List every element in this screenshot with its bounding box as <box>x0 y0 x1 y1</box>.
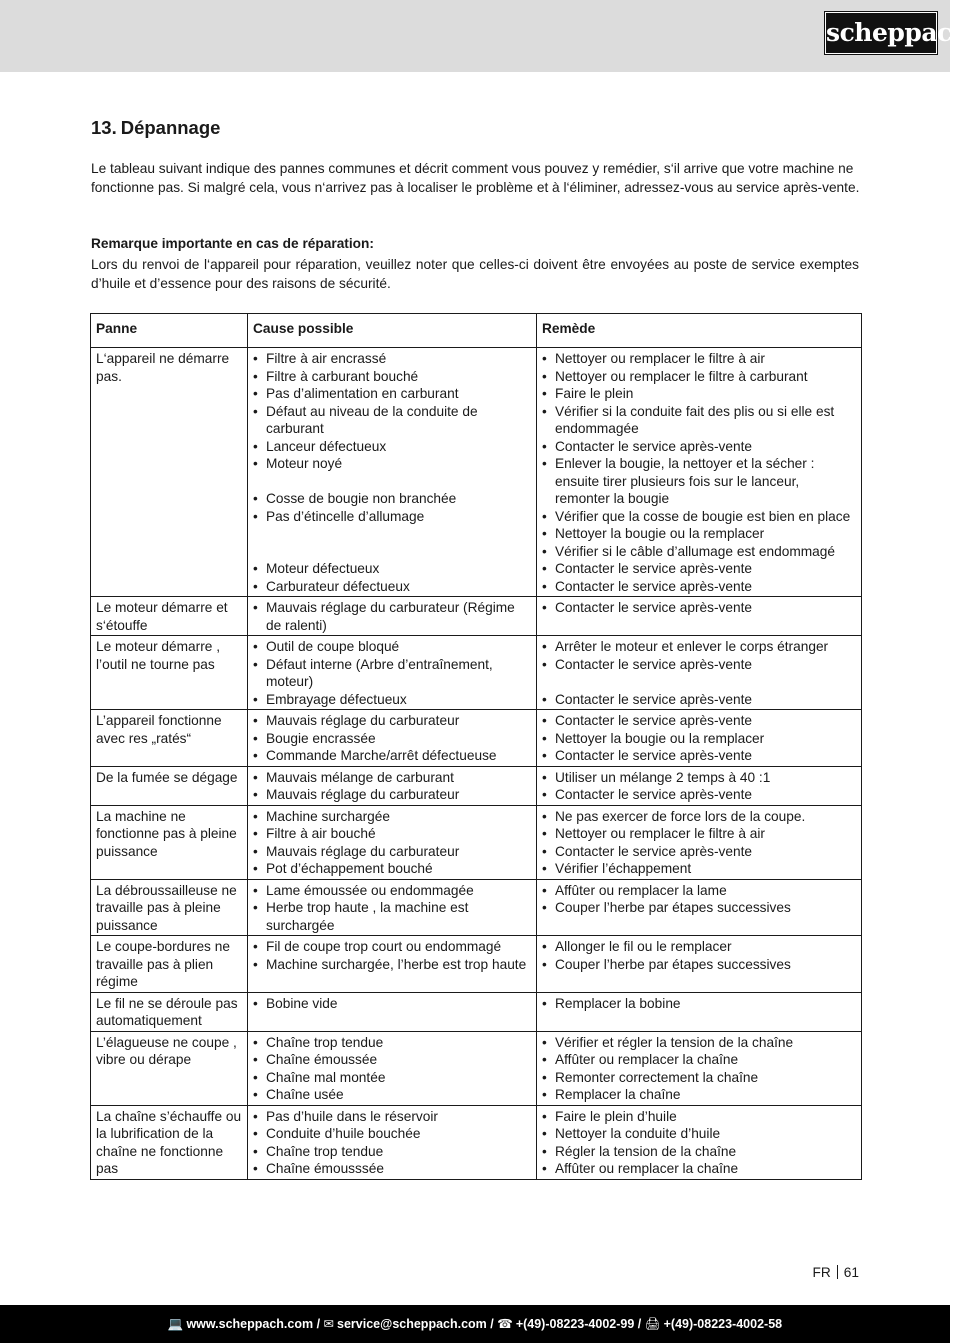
remede-item: • Ne pas exercer de force lors de la coupe. <box>542 808 856 826</box>
cause-item: • Moteur défectueux <box>253 560 531 578</box>
remede-item: • Contacter le service après-vente <box>542 560 856 578</box>
cause-cell <box>248 936 537 993</box>
table-row <box>91 936 862 993</box>
cause-item: • Filtre à carburant bouché <box>253 368 531 386</box>
table-row <box>91 992 862 1031</box>
table-row <box>91 597 862 636</box>
troubleshooting-table <box>90 313 862 1180</box>
cause-item: • Mauvais mélange de carburant <box>253 769 531 787</box>
remede-item: • Vérifier que la cosse de bougie est bien en place <box>542 508 856 526</box>
remede-cell <box>537 992 862 1031</box>
panne-cell: La machine ne fonctionne pas à pleine puissance <box>91 805 248 879</box>
remede-item: • Remplacer la bobine <box>542 995 856 1013</box>
cause-item: • Pas d’alimentation en carburant <box>253 385 531 403</box>
panne-cell: La chaîne s’échauffe ou la lubrification de la chaîne ne fonctionne pas <box>91 1105 248 1179</box>
cause-item: • Machine surchargée <box>253 808 531 826</box>
remede-item: • Vérifier l’échappement <box>542 860 856 878</box>
remede-item: • Contacter le service après-vente <box>542 786 856 804</box>
remede-item: • Contacter le service après-vente <box>542 599 856 617</box>
cause-cell <box>248 805 537 879</box>
remede-cell <box>537 879 862 936</box>
remede-item: • Faire le plein d’huile <box>542 1108 856 1126</box>
section-number: 13. <box>91 117 117 138</box>
cause-item: • Mauvais réglage du carburateur <box>253 843 531 861</box>
panne-cell: L’élagueuse ne coupe , vibre ou dérape <box>91 1031 248 1105</box>
remede-item: • Contacter le service après-vente <box>542 578 856 596</box>
footer-bar <box>0 1305 950 1343</box>
header-cause: Cause possible <box>248 314 537 348</box>
cause-item: • Herbe trop haute , la machine est surchargée <box>253 899 531 934</box>
footer-fax: +(49)-08223-4002-58 <box>663 1317 783 1331</box>
remede-cell-list <box>542 1034 856 1104</box>
cause-item <box>253 473 531 491</box>
remede-item: • Utiliser un mélange 2 temps à 40 :1 <box>542 769 856 787</box>
remede-item: • Nettoyer la conduite d’huile <box>542 1125 856 1143</box>
cause-item <box>253 543 531 561</box>
cause-cell-list <box>253 882 531 935</box>
cause-item: • Lame émoussée ou endommagée <box>253 882 531 900</box>
panne-cell: L‘appareil ne démarre pas. <box>91 348 248 597</box>
page-num: 61 <box>843 1265 859 1280</box>
cause-cell <box>248 766 537 805</box>
page-lang: FR <box>812 1265 831 1280</box>
cause-item: • Machine surchargée, l’herbe est trop haute <box>253 956 531 974</box>
cause-cell <box>248 1031 537 1105</box>
remede-item: • Vérifier si le câble d’allumage est endommagé <box>542 543 856 561</box>
cause-item: • Carburateur défectueux <box>253 578 531 596</box>
remede-item: • Couper l’herbe par étapes successives <box>542 956 856 974</box>
remede-cell <box>537 936 862 993</box>
cause-item: • Mauvais réglage du carburateur (Régime de ralenti) <box>253 599 531 634</box>
remede-item: • Nettoyer ou remplacer le filtre à air <box>542 825 856 843</box>
remede-cell-list <box>542 638 856 708</box>
cause-item <box>253 525 531 543</box>
remede-item: • Contacter le service après-vente <box>542 656 856 674</box>
cause-item: • Conduite d’huile bouchée <box>253 1125 531 1143</box>
remede-item: • Vérifier si la conduite fait des plis ou si elle est endommagée <box>542 403 856 438</box>
remede-item: • Régler la tension de la chaîne <box>542 1143 856 1161</box>
remede-cell-list <box>542 882 856 917</box>
cause-item: • Lanceur défectueux <box>253 438 531 456</box>
cause-item: • Chaîne trop tendue <box>253 1143 531 1161</box>
cause-cell <box>248 348 537 597</box>
cause-item: • Filtre à air encrassé <box>253 350 531 368</box>
remede-item: • Allonger le fil ou le remplacer <box>542 938 856 956</box>
remede-cell-list <box>542 808 856 878</box>
cause-cell <box>248 597 537 636</box>
remede-cell <box>537 1031 862 1105</box>
footer-email[interactable]: service@scheppach.com / <box>337 1317 494 1331</box>
cause-cell-list <box>253 599 531 634</box>
remark-title: Remarque importante en cas de réparation: <box>91 236 374 251</box>
page-number <box>813 1265 859 1280</box>
remede-item: • Affûter ou remplacer la chaîne <box>542 1160 856 1178</box>
remede-cell <box>537 348 862 597</box>
table-row <box>91 1031 862 1105</box>
panne-cell: Le coupe-bordures ne travaille pas à plien régime <box>91 936 248 993</box>
cause-cell-list <box>253 995 531 1013</box>
table-row <box>91 348 862 597</box>
remede-item: • Nettoyer ou remplacer le filtre à air <box>542 350 856 368</box>
section-title-text: Dépannage <box>120 117 221 138</box>
panne-cell: Le moteur démarre et s‘étouffe <box>91 597 248 636</box>
cause-cell-list <box>253 808 531 878</box>
panne-cell: La débroussailleuse ne travaille pas à pleine puissance <box>91 879 248 936</box>
mail-icon: ✉ <box>323 1317 335 1331</box>
remede-cell-list <box>542 599 856 617</box>
remede-cell-list <box>542 1108 856 1178</box>
panne-cell: L’appareil fonctionne avec res „ratés“ <box>91 710 248 767</box>
cause-item: • Commande Marche/arrêt défectueuse <box>253 747 531 765</box>
cause-item: • Défaut interne (Arbre d’entraînement, moteur) <box>253 656 531 691</box>
table-row <box>91 710 862 767</box>
cause-cell-list <box>253 350 531 595</box>
remede-item: • Remplacer la chaîne <box>542 1086 856 1104</box>
cause-item: • Pot d’échappement bouché <box>253 860 531 878</box>
cause-item: • Chaîne mal montée <box>253 1069 531 1087</box>
remede-item <box>542 673 856 691</box>
remede-cell <box>537 805 862 879</box>
remede-cell <box>537 636 862 710</box>
remede-cell-list <box>542 769 856 804</box>
remede-cell-list <box>542 350 856 595</box>
remede-cell <box>537 766 862 805</box>
remede-item: • Affûter ou remplacer la chaîne <box>542 1051 856 1069</box>
remede-cell <box>537 597 862 636</box>
cause-item: • Pas d’huile dans le réservoir <box>253 1108 531 1126</box>
remede-item: • Contacter le service après-vente <box>542 747 856 765</box>
cause-item: • Mauvais réglage du carburateur <box>253 712 531 730</box>
section-title <box>91 117 220 139</box>
header-remede: Remède <box>537 314 862 348</box>
remark-text: Lors du renvoi de l‘appareil pour réparation, veuillez noter que celles-ci doivent être envoyées au poste de service exemptes d’huile et d’essence pour des raisons de sécurité. <box>91 257 859 291</box>
cause-item: • Cosse de bougie non branchée <box>253 490 531 508</box>
remede-item: • Contacter le service après-vente <box>542 691 856 709</box>
cause-item: • Chaîne usée <box>253 1086 531 1104</box>
cause-cell-list <box>253 712 531 765</box>
remede-item: • Contacter le service après-vente <box>542 438 856 456</box>
brand-logo: scheppach <box>825 12 937 54</box>
fax-icon: 🖨 <box>644 1317 661 1331</box>
table-row <box>91 636 862 710</box>
cause-cell-list <box>253 1108 531 1178</box>
remede-item: • Enlever la bougie, la nettoyer et la sécher : ensuite tirer plusieurs fois sur le lanceur, remonter la bougie <box>542 455 856 508</box>
remede-item: • Couper l’herbe par étapes successives <box>542 899 856 917</box>
remede-cell-list <box>542 712 856 765</box>
panne-cell: Le fil ne se déroule pas automatiquement <box>91 992 248 1031</box>
remede-cell-list <box>542 995 856 1013</box>
cause-cell-list <box>253 1034 531 1104</box>
remede-item: • Contacter le service après-vente <box>542 712 856 730</box>
table-row <box>91 879 862 936</box>
cause-item: • Bobine vide <box>253 995 531 1013</box>
remede-item: • Affûter ou remplacer la lame <box>542 882 856 900</box>
cause-item: • Mauvais réglage du carburateur <box>253 786 531 804</box>
header-band <box>0 0 950 72</box>
table-body <box>91 348 862 1180</box>
remede-item: • Vérifier et régler la tension de la chaîne <box>542 1034 856 1052</box>
remede-item: • Nettoyer la bougie ou la remplacer <box>542 525 856 543</box>
header-panne: Panne <box>91 314 248 348</box>
cause-cell-list <box>253 938 531 973</box>
cause-item: • Défaut au niveau de la conduite de carburant <box>253 403 531 438</box>
footer-phone: +(49)-08223-4002-99 / <box>515 1317 642 1331</box>
table-row <box>91 805 862 879</box>
footer-website[interactable]: www.scheppach.com / <box>186 1317 321 1331</box>
cause-item: • Pas d’étincelle d’allumage <box>253 508 531 526</box>
cause-item: • Outil de coupe bloqué <box>253 638 531 656</box>
table-row <box>91 766 862 805</box>
computer-icon: 💻 <box>167 1317 184 1331</box>
cause-item: • Embrayage défectueux <box>253 691 531 709</box>
panne-cell: Le moteur démarre , l’outil ne tourne pas <box>91 636 248 710</box>
remede-cell <box>537 1105 862 1179</box>
cause-cell <box>248 636 537 710</box>
cause-cell-list <box>253 769 531 804</box>
cause-item: • Chaîne émousssée <box>253 1160 531 1178</box>
cause-item: • Moteur noyé <box>253 455 531 473</box>
cause-cell-list <box>253 638 531 708</box>
remede-item: • Remonter correctement la chaîne <box>542 1069 856 1087</box>
table-row <box>91 1105 862 1179</box>
cause-cell <box>248 710 537 767</box>
cause-cell <box>248 1105 537 1179</box>
cause-cell <box>248 992 537 1031</box>
cause-item: • Fil de coupe trop court ou endommagé <box>253 938 531 956</box>
phone-icon: ☎ <box>497 1317 513 1331</box>
table-header-row <box>91 314 862 348</box>
intro-paragraph: Le tableau suivant indique des pannes communes et décrit comment vous pouvez y remédier, s‘il arrive que votre machine ne fonctionne pas. Si malgré cela, vous n‘arrivez pas à localiser le problème et à l‘éliminer, adressez-vous au service après-vente. <box>91 161 860 195</box>
cause-item: • Chaîne trop tendue <box>253 1034 531 1052</box>
remede-item: • Nettoyer la bougie ou la remplacer <box>542 730 856 748</box>
remede-item: • Faire le plein <box>542 385 856 403</box>
cause-item: • Bougie encrassée <box>253 730 531 748</box>
remede-cell-list <box>542 938 856 973</box>
cause-item: • Chaîne émoussée <box>253 1051 531 1069</box>
remede-item: • Arrêter le moteur et enlever le corps étranger <box>542 638 856 656</box>
remede-item: • Nettoyer ou remplacer le filtre à carburant <box>542 368 856 386</box>
cause-item: • Filtre à air bouché <box>253 825 531 843</box>
remede-cell <box>537 710 862 767</box>
page-separator <box>837 1265 838 1279</box>
remede-item: • Contacter le service après-vente <box>542 843 856 861</box>
cause-cell <box>248 879 537 936</box>
panne-cell: De la fumée se dégage <box>91 766 248 805</box>
